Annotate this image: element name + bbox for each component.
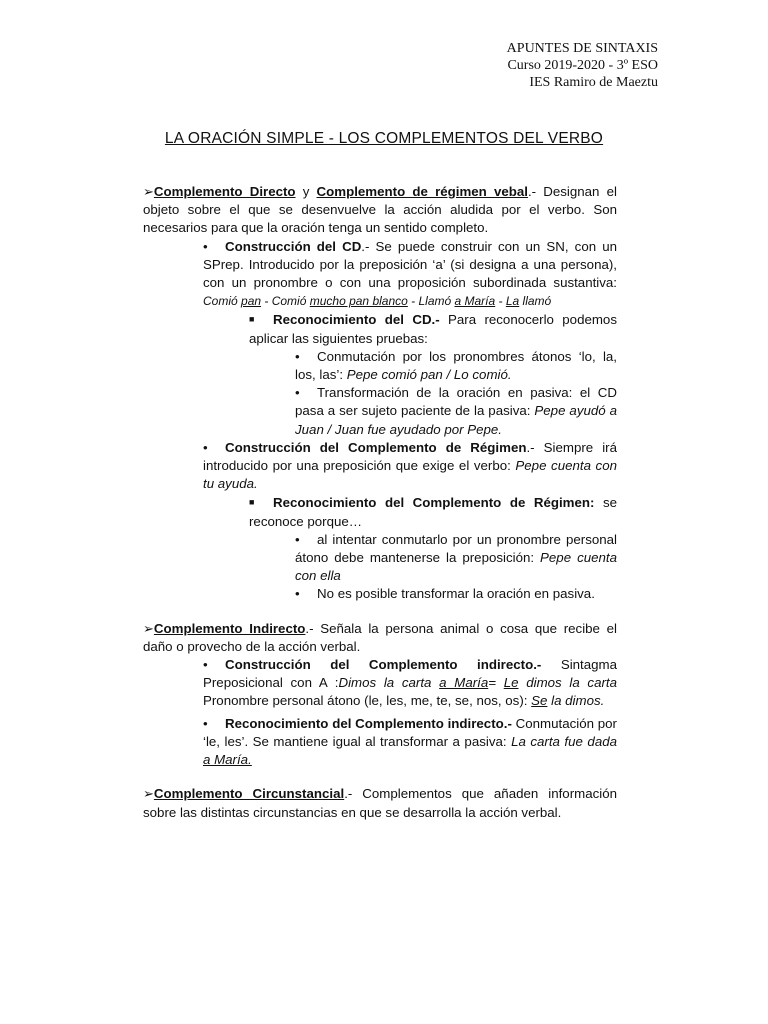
example-text: - Comió (261, 294, 310, 309)
example-text: = (488, 675, 504, 691)
example-underlined: Se (531, 693, 548, 709)
cd-construccion-label: Construcción del CD (225, 238, 362, 254)
regimen-item-text: No es posible transformar la oración en pasiva. (317, 586, 595, 602)
cd-term: Complemento Directo (153, 184, 296, 199)
example-text: La carta fue dada (511, 733, 617, 749)
cd-reconocimiento-paragraph (143, 310, 617, 347)
ci-intro-paragraph (143, 620, 617, 656)
cc-term: Complemento Circunstancial (153, 786, 345, 802)
dot-bullet-icon: • (203, 657, 208, 673)
prueba-example: Pepe ayudó a Juan / Juan fue ayudado por Pepe. (295, 403, 618, 437)
cc-intro-paragraph (143, 785, 617, 821)
regimen-item-1 (143, 531, 617, 586)
ci-pronombre-text: Pronombre personal átono (le, les, me, te, se, nos, os): (203, 693, 532, 709)
page-title: LA ORACIÓN SIMPLE - LOS COMPLEMENTOS DEL VERBO (164, 130, 604, 147)
document-header (507, 40, 658, 91)
example-underlined: a María (454, 294, 496, 309)
dot-bullet-icon: • (203, 439, 208, 455)
document-body (143, 183, 617, 822)
regimen-term: Complemento de régimen vebal (316, 184, 528, 199)
dot-bullet-icon: • (295, 586, 300, 602)
ci-term: Complemento Indirecto (153, 620, 306, 636)
regimen-item-text: al intentar conmutarlo por un pronombre personal átono debe mantenerse la preposición: (295, 531, 617, 566)
cd-prueba-2 (143, 384, 617, 439)
arrow-bullet-icon: ➢ (143, 184, 154, 199)
dot-bullet-icon: • (295, 348, 300, 364)
example-underlined: La (505, 294, 520, 309)
regimen-construccion-text: .- Siempre irá introducido por una preposición que exige el verbo: (203, 439, 617, 474)
example-text: Dimos la carta (338, 675, 440, 691)
regimen-reconocimiento-paragraph (143, 493, 617, 530)
cd-intro-paragraph (143, 183, 617, 238)
regimen-example: Pepe cuenta con tu ayuda. (203, 458, 617, 492)
example-text: llamó (519, 294, 552, 309)
square-bullet-icon: ■ (249, 497, 255, 508)
cd-construccion-paragraph (143, 238, 617, 311)
regimen-construccion-paragraph (143, 439, 617, 494)
example-text: la dimos. (547, 693, 605, 709)
arrow-bullet-icon: ➢ (143, 786, 154, 802)
header-line-1: APUNTES DE SINTAXIS (506, 41, 658, 56)
dot-bullet-icon: • (295, 385, 300, 401)
dot-bullet-icon: • (203, 715, 208, 731)
example-underlined: pan (241, 294, 262, 309)
ci-reconocimiento-paragraph (143, 715, 617, 770)
spacer (143, 769, 617, 785)
cd-reconocimiento-text: Para reconocerlo podemos aplicar las siguientes pruebas: (249, 312, 617, 346)
prueba-text: Transformación de la oración en pasiva: el CD pasa a ser sujeto paciente de la pasiva: (295, 385, 617, 419)
cd-reconocimiento-label: Reconocimiento del CD.- (273, 312, 440, 328)
cd-construccion-text: .- Se puede construir con un SN, con un SPrep. Introducido por la preposición ‘a’ (si designa a una persona), con un pronombre o con una proposición subordinada sustantiva: (203, 238, 617, 291)
header-line-3: IES Ramiro de Maeztu (529, 75, 658, 90)
arrow-bullet-icon: ➢ (143, 620, 154, 636)
conjunction: y (295, 184, 317, 199)
regimen-construccion-label: Construcción del Complemento de Régimen (225, 439, 527, 455)
ci-intro-text: .- Señala la persona animal o cosa que recibe el daño o provecho de la acción verbal. (143, 620, 617, 654)
ci-construccion-paragraph (143, 656, 617, 711)
ci-construccion-label: Construcción del Complemento indirecto.- (225, 657, 542, 673)
square-bullet-icon: ■ (249, 314, 255, 325)
example-text: dimos la carta (518, 675, 617, 691)
regimen-item-2 (143, 585, 617, 603)
dot-bullet-icon: • (203, 238, 208, 254)
example-underlined: Le (503, 675, 519, 691)
cd-intro-text: .- Designan el objeto sobre el que se desenvuelve la acción aludida por el verbo. Son necesarios para que la oración tenga un sentido completo. (143, 184, 617, 236)
regimen-reconocimiento-text: se reconoce porque… (249, 495, 617, 529)
ci-construccion-text: Sintagma Preposicional con A : (203, 657, 617, 691)
regimen-reconocimiento-label: Reconocimiento del Complemento de Régimen: (273, 495, 595, 511)
cd-prueba-1 (143, 348, 617, 384)
dot-bullet-icon: • (295, 531, 300, 547)
example-text: - (495, 294, 506, 309)
header-line-2: Curso 2019-2020 - 3º ESO (507, 58, 658, 73)
example-underlined: mucho pan blanco (309, 294, 408, 309)
regimen-item-example: Pepe cuenta con ella (295, 550, 618, 584)
prueba-example: Pepe comió pan / Lo comió. (346, 367, 512, 383)
ci-reconocimiento-label: Reconocimiento del Complemento indirecto.- (225, 715, 512, 731)
ci-reconocimiento-text: Conmutación por ‘le, les’. Se mantiene igual al transformar a pasiva: (203, 715, 617, 749)
cc-intro-text: .- Complementos que añaden información sobre las distintas circunstancias en que se desarrolla la acción verbal. (143, 786, 617, 820)
example-text: Comió (203, 294, 242, 309)
example-underlined: a María (439, 675, 489, 691)
example-underlined: a María. (203, 752, 252, 768)
example-text: - Llamó (407, 294, 455, 309)
prueba-text: Conmutación por los pronombres átonos ‘lo, la, los, las’: (295, 348, 617, 383)
spacer (143, 604, 617, 620)
